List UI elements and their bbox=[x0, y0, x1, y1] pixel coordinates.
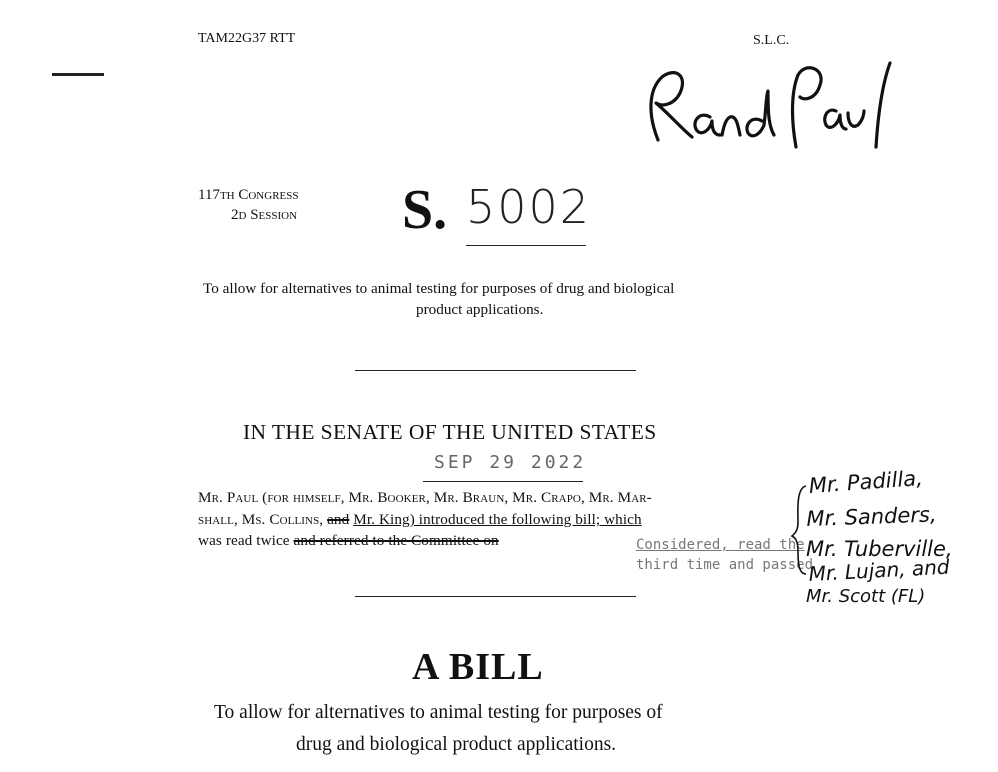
passage-stamp-line1: Considered, read the bbox=[636, 537, 805, 553]
session-label: 2d Session bbox=[231, 207, 298, 223]
date-stamp: SEP 29 2022 bbox=[434, 452, 587, 473]
short-title-line1: To allow for alternatives to animal testing for purposes of drug and biological bbox=[203, 280, 675, 297]
signature-rand-paul bbox=[640, 55, 900, 150]
bill-number-handwritten: 5002 bbox=[466, 180, 592, 234]
handwritten-cosponsor-1: Mr. Padilla, bbox=[808, 466, 924, 498]
divider-top bbox=[355, 370, 636, 371]
handwritten-cosponsor-3: Mr. Tuberville, bbox=[806, 537, 953, 561]
passage-stamp-line2: third time and passed bbox=[636, 557, 814, 573]
bill-number-prefix: S. bbox=[402, 179, 448, 241]
document-code: TAM22G37 RTT bbox=[198, 31, 296, 46]
handwritten-cosponsor-5: Mr. Scott (FL) bbox=[806, 586, 926, 607]
bill-title-line2: drug and biological product applications. bbox=[296, 734, 617, 755]
bill-number-underline bbox=[466, 245, 586, 246]
divider-bottom bbox=[355, 596, 636, 597]
margin-mark bbox=[52, 73, 104, 76]
sponsors-line1: Mr. Paul (for himself, Mr. Booker, Mr. Braun, Mr. Crapo, Mr. Mar- bbox=[198, 489, 652, 506]
senate-heading: IN THE SENATE OF THE UNITED STATES bbox=[243, 420, 657, 444]
short-title-line2: product applications. bbox=[416, 301, 544, 318]
congress-label: 117th Congress bbox=[198, 187, 299, 203]
sponsors-line2: shall, Ms. Collins, and Mr. King) introduced the following bill; which bbox=[198, 511, 642, 528]
handwritten-cosponsor-2: Mr. Sanders, bbox=[806, 502, 937, 531]
bill-heading: A BILL bbox=[412, 646, 544, 688]
sponsors-line3: was read twice and referred to the Committee on bbox=[198, 532, 499, 549]
date-underline bbox=[423, 481, 583, 482]
handwritten-cosponsor-4: Mr. Lujan, and bbox=[808, 554, 951, 586]
bill-title-line1: To allow for alternatives to animal testing for purposes of bbox=[214, 702, 663, 723]
office-code: S.L.C. bbox=[753, 33, 790, 48]
